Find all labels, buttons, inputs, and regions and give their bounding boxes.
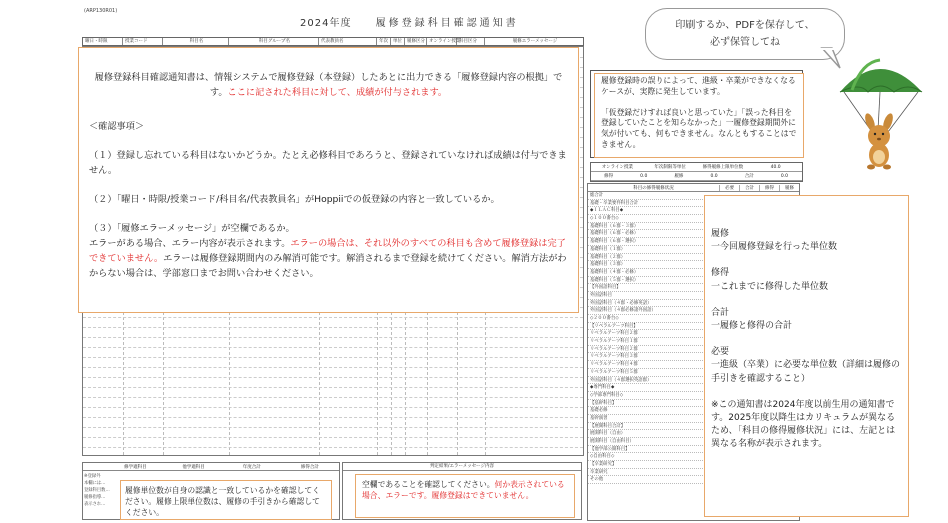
- form-code: (ARP130R01): [84, 8, 118, 14]
- status-row: 基礎科目（６群・３群）: [588, 223, 799, 231]
- status-row: 基礎科目（３群）: [588, 261, 799, 269]
- check-item-3-head: （３）「履修エラーメッセージ」が空欄であるか。: [89, 223, 295, 234]
- side-note: 履修指導…: [84, 495, 106, 500]
- status-row: リベラルアーツ科目１群: [588, 338, 799, 346]
- error-check-text: 空欄であることを確認してください。: [362, 480, 495, 489]
- status-row: 展開科目（自由科目）: [588, 438, 799, 446]
- item3-red-text: エラーの場合は、それ以外のすべての科目も含めて履修登録は完了できていません。: [89, 238, 566, 264]
- col-header: 科目名: [163, 38, 229, 45]
- status-row: リベラルアーツ科目５群: [588, 369, 799, 377]
- counts-col: 年度合計: [242, 464, 261, 470]
- grid-row-line: [83, 357, 583, 358]
- check-heading: ＜確認事項＞: [89, 121, 145, 132]
- status-row: 基礎・卒業要件科目合計: [588, 200, 799, 208]
- summary-header: 40.0: [770, 164, 781, 170]
- callout-intro: [89, 70, 568, 100]
- status-row: ◇１００番台◇: [588, 215, 799, 223]
- grid-row-line: [83, 397, 583, 398]
- grid-row-line: [83, 367, 583, 368]
- col-header: 代表教員名: [319, 38, 377, 45]
- credit-check-callout: 履修単位数が自身の認識と一致しているかを確認してください。履修上限単位数は、履修の手引きから確認してください。: [120, 480, 332, 520]
- summary-header: オンライン授業: [601, 165, 634, 170]
- status-row: 基礎科目（５群・選択）: [588, 277, 799, 285]
- grid-row-line: [83, 417, 583, 418]
- error-check-red-text: 何か表示されている場合、エラーです。履修登録はできていません。: [362, 480, 565, 500]
- status-row: ◇２００番台◇: [588, 315, 799, 323]
- summary-cell: 0.0: [640, 173, 648, 179]
- item3-text-b: エラーは履修登録期間内のみ解消可能です。解消されるまで登録を続けてください。解消方法がわからない場合は、学部窓口までお問い合わせください。: [89, 253, 567, 279]
- status-list-header: [588, 184, 799, 192]
- status-row: 基礎必修: [588, 407, 799, 415]
- credit-summary-table: [590, 162, 803, 182]
- summary-cell: 0.0: [780, 173, 789, 179]
- grid-row-line: [83, 377, 583, 378]
- status-row: リベラルアーツ科目３群: [588, 353, 799, 361]
- item3-text-a: エラーがある場合、エラー内容が表示されます。: [89, 238, 291, 249]
- legend-desc: 一進級（卒業）に必要な単位数（詳細は履修の手引きを確認すること）: [711, 360, 901, 384]
- status-row: 外国語科目: [588, 292, 799, 300]
- summary-cell: 修得: [604, 174, 614, 179]
- summary-cell: 履修: [674, 174, 684, 179]
- status-row: その他: [588, 476, 799, 484]
- status-row: 総合計: [588, 192, 799, 200]
- legend-item-hitsuyo: [711, 346, 902, 386]
- col-header: 履修エラーメッセージ: [512, 39, 558, 44]
- col-header: 科目区分: [457, 38, 485, 45]
- title-text: 履修登録科目確認通知書: [375, 18, 519, 29]
- status-row: ◆ＩＬＡＣ科目◆: [588, 207, 799, 215]
- bubble-line-1: 印刷するか、PDFを保存して、: [675, 20, 815, 31]
- main-explanation-callout: [78, 47, 579, 313]
- status-row: 【基幹科目】: [588, 400, 799, 408]
- col-header: 曜日・時限: [83, 38, 123, 45]
- legend-item-gokei: [711, 307, 902, 333]
- side-note: ※登録外: [84, 474, 101, 479]
- status-row: 外国語科目（４群必修諸外国語）: [588, 307, 799, 315]
- status-row: 外国語科目（４群選択英語群）: [588, 377, 799, 385]
- grid-row-line: [83, 317, 583, 318]
- status-row: 基礎科目（４群・必修）: [588, 269, 799, 277]
- status-col: 合計: [739, 185, 759, 191]
- warning-p2: 「仮登録だけすれば良いと思っていた」「誤った科目を登録していたことを知らなかった」一履修登録期間外に気が付いても、何もできません。なんともすることはできません。: [601, 107, 797, 149]
- summary-header: 年次制限等単位: [654, 165, 686, 170]
- status-row: リベラルアーツ科目２群: [588, 346, 799, 354]
- status-row: 基礎科目（６群・選択）: [588, 238, 799, 246]
- grid-row-line: [83, 447, 583, 448]
- check-item-3: [89, 221, 568, 281]
- status-row: 【他学部公開科目】: [588, 446, 799, 454]
- col-header: オンライン授業: [429, 39, 461, 44]
- counts-col: 他学適科目: [182, 464, 205, 470]
- counts-col: 修学適科目: [124, 464, 147, 470]
- col-header: 科目グループ名: [229, 38, 319, 45]
- col-header: 年次: [377, 38, 391, 45]
- legend-note: ※この通知書は2024年度以前生用の通知書です。2025年度以降生はカリキュラムが異なるため、「科目の修得履修状況」には、左記とは異なる名称が表示されます。: [711, 399, 896, 450]
- course-table-header: [82, 37, 584, 46]
- warning-p1: 履修登録時の誤りによって、進級・卒業ができなくなるケースが、実際に発生しています。: [601, 76, 796, 96]
- document-title: [300, 14, 519, 29]
- status-col: 必要: [719, 185, 739, 191]
- summary-cell: 合計: [744, 174, 754, 179]
- legend-desc: 一今回履修登録を行った単位数: [711, 242, 838, 253]
- status-row: 展開科目（自由）: [588, 430, 799, 438]
- status-list-title: 科目の修得履修状況: [633, 185, 674, 191]
- grid-row-line: [83, 337, 583, 338]
- legend-term: 修得: [711, 268, 730, 279]
- side-note: 表示され…: [84, 502, 106, 507]
- status-col: 修得: [759, 185, 779, 191]
- check-item-3-body: [89, 236, 568, 281]
- status-row: ◇学部専門科目◇: [588, 392, 799, 400]
- status-row: 基礎科目（１群）: [588, 246, 799, 254]
- grid-row-line: [83, 327, 583, 328]
- status-row: 【外国語科目】: [588, 284, 799, 292]
- counts-col: 修得合計: [300, 464, 319, 470]
- status-row: 【卒業研究】: [588, 461, 799, 469]
- warning-callout: [594, 73, 804, 158]
- grid-row-line: [83, 387, 583, 388]
- side-note: 本欄には…: [84, 481, 106, 486]
- status-col: 履修: [779, 185, 799, 191]
- status-row: ◆専門科目◆: [588, 384, 799, 392]
- legend-term: 必要: [711, 347, 730, 358]
- status-row: 外国語科目（４群・必修英語）: [588, 300, 799, 308]
- grid-row-line: [83, 437, 583, 438]
- summary-cell: 0.0: [710, 173, 718, 179]
- legend-term: 合計: [711, 307, 730, 318]
- grid-row-line: [83, 407, 583, 408]
- status-row: 卒業研究: [588, 469, 799, 477]
- col-header: 単位: [391, 38, 405, 45]
- legend-term: 履修: [711, 229, 730, 239]
- side-note: 登録科目数…: [84, 488, 110, 493]
- error-check-callout: [355, 474, 575, 518]
- status-row: ◇自由科目◇: [588, 453, 799, 461]
- grid-row-line: [83, 427, 583, 428]
- check-item-1: （１）登録し忘れている科目はないかどうか。たとえ必修科目であろうと、登録されていなければ成績は付与できません。: [89, 150, 567, 176]
- status-row: リベラルアーツ科目２群: [588, 330, 799, 338]
- spacer: [601, 98, 797, 108]
- legend-item-rishu: [711, 228, 902, 254]
- counts-side-notes: [84, 473, 114, 508]
- intro-text: 履修登録科目確認通知書は、情報システムで履修登録（本登録）したあとに出力できる「履修登録内容の根拠」です。: [94, 72, 563, 98]
- year-label: 2024年度: [300, 18, 352, 29]
- legend-callout: [704, 195, 909, 517]
- status-row: 基礎科目（６群・必修）: [588, 230, 799, 238]
- legend-desc: 一これまでに修得した単位数: [711, 281, 829, 292]
- status-row: 基礎科目（２群）: [588, 254, 799, 262]
- check-item-2: （２）「曜日・時限/授業コード/科目名/代表教員名」がHoppiiでの仮登録の内容と一致しているか。: [89, 194, 500, 205]
- bubble-line-2: 必ず保管してね: [710, 37, 780, 48]
- legend-desc: 一履修と修得の合計: [711, 321, 793, 332]
- status-row: 【リベラルアーツ科目】: [588, 323, 799, 331]
- col-header: 授業コード: [123, 38, 163, 45]
- credit-counts-header: [83, 463, 339, 471]
- status-row: リベラルアーツ科目４群: [588, 361, 799, 369]
- col-header: 履修区分: [407, 39, 425, 44]
- parachute-mascot-icon: [832, 52, 928, 170]
- judgement-header: 判定結果/エラーメッセージ内容: [343, 463, 581, 471]
- status-row: 【展開科目合計】: [588, 423, 799, 431]
- speech-bubble: [645, 8, 845, 60]
- intro-red-text: ここに記された科目に対して、成績が付与されます。: [227, 87, 448, 98]
- status-row: 基幹演習: [588, 415, 799, 423]
- summary-header: 修得履修上限単位数: [702, 165, 744, 170]
- grid-row-line: [83, 347, 583, 348]
- legend-item-shutoku: [711, 267, 902, 293]
